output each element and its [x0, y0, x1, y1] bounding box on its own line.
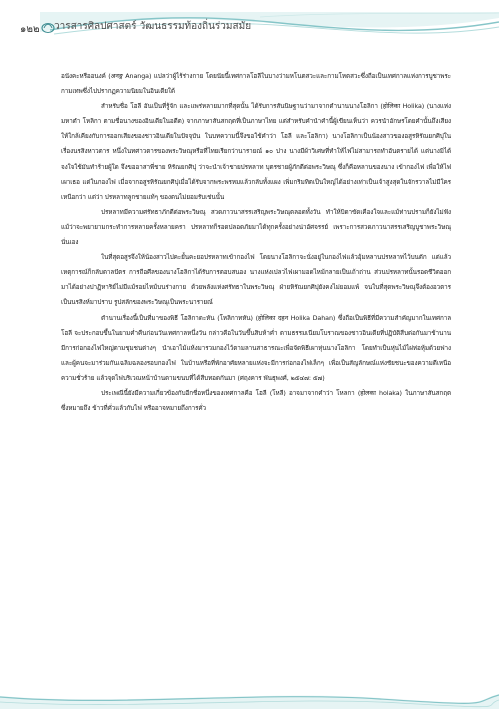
footer-wave-decoration [0, 688, 499, 709]
paragraph: ในที่สุดอสูรจึงให้น้องสาวไปคะยั้นคะยอปรหลาทเข้ากองไฟ โดยนางโฮลิกาจะนั่งอยู่ในกองไฟแล้วอุ้มหลานปรหลาทไว้บนตัก แต่แล้วเหตุการณ์ก็กลับตาลปัตร การถือศีลของนางโฮลิกาได้รับการตอบสนอง นางแห่งเปลวไฟเผามอดไหม้กลายเป็นเถ้าถ่าน ส่วนปรหลาทนั้นรอดชีวิตออกมาได้อย่างปาฏิหาริย์ไม่มีแม้รอยไหม้บนร่างกาย ด้วยพลังแห่งศรัทธาในพระวิษณุ ฝ่ายหิรัณยกศิปุยังคงไม่ยอมแพ้ จนในที่สุดพระวิษณุจึงต้องอวตารเป็นนรสิงห์มาปราบ รูปสลักของพระวิษณุเป็นพระนารายณ์ [61, 254, 451, 307]
paragraph: อนังคะหรืออนงค์ (अनङ्ग Ananga) แปลว่าผู้ไร้ร่างกาย โดยนัยนี้เทศกาลโฮลีในบางว่ามหโนตสวะและกามโหตสวะซึ่งถือเป็นเทศกาลแห่งการบูชาพระกามเทพซึ่งไปปรากฏความนิยมในอินเดียใต้ [61, 73, 451, 96]
journal-emblem-icon [41, 20, 55, 34]
article-body [61, 69, 451, 689]
page-header [0, 0, 499, 44]
paragraph: ประเพณีนี้ยังมีความเกี่ยวข้องกับอีกชื่อหนึ่งของเทศกาลคือ โฮลี (โหลี) อาจมาจากคำว่า โหลกา (होलका holaka) ในภาษาสันสกฤต ซึ่งหมายถึง ข้าวที่คั่วแล้วกับไฟ หรืออาจหมายถึงการคั่ว [61, 389, 451, 413]
paragraph: ตำนานเรื่องนี้เป็นที่มาของพิธี โฮลิกาดะหัน (โหลิกาทหัน) (होलिका दहन Holika Dahan) ซึ่งถือเป็นพิธีที่มีความสำคัญมากในเทศกาลโฮลี จะประกอบขึ้นในยามค่ำคืนก่อนวันเทศกาลหนึ่งวัน กล่าวคือในวันขึ้นสิบห้าค่ำ ตามธรรมเนียมโบราณของชาวอินเดียที่ปฏิบัติสืบต่อกันมาช้านาน มีการก่อกองไฟใหญ่ตามชุมชนต่างๆ นำเอาไม้แห้งมารวมกองไว้ตามลานสาธารณะเพื่อจัดพิธีเผาหุ่นนางโฮลิกา โดยทำเป็นหุ่นไม้ไผ่ห่อหุ้มด้วยฟาง และผู้คนจะมาร่วมกันเฉลิมฉลองรอบกองไฟ ในบ้านหรือที่พักอาศัยหลายแห่งจะมีการก่อกองไฟเล็กๆ เพื่อเป็นสัญลักษณ์แห่งชัยชนะของความดีเหนือความชั่วร้าย แล้วจุดไฟบริเวณหน้าบ้านตามขนบที่ได้สืบทอดกันมา (ศฤงคาร พันธุพงศ์, ๒๕๔๗: ๕๗) [61, 314, 451, 382]
paragraph: ปรหลาทมีความศรัทธาภักดีต่อพระวิษณุ สวดภาวนาสรรเสริญพระวิษณุตลอดทั้งวัน ทำให้บิดาขัดเคืองใจและแม้ท่านปรามก็ยังไม่ฟัง แม้ว่าจะพยายามกระทำการหลายครั้งหลายครา ปรหลาทก็รอดปลอดภัยมาได้ทุกครั้งอย่างน่าอัศจรรย์ เพราะการสวดภาวนาสรรเสริญบูชาพระวิษณุนั่นเอง [61, 208, 451, 247]
page-number: ๑๒๒ [20, 24, 40, 35]
paragraph: สำหรับชื่อ โฮลี อันเป็นที่รู้จัก และแพร่หลายมากที่สุดนั้น ได้รับการสันนิษฐานว่ามาจากตำนานนางโฮลิกา (होलिका Holika) (นางแห่งมหาตำ โหลิกา ตามชื่อนางของอินเดียในอดีต) จากภาษาสันสกฤตที่เป็นภาษาไทย แต่สำหรับคำนำคำนี้ผู้เขียนเห็นว่า ควรนำอักษรโดยคำนั้นถึงเสียงให้ใกล้เคียงกับการออกเสียงของชาวอินเดียในปัจจุบัน ในบทความนี้จึงขอใช้คำว่า โฮลี และโฮลิกา) นางโฮลิกาเป็นน้องสาวของอสูรหิรัณยกศิปุในเรื่องนรสิงหาวตาร หนึ่งในทศาวตารของพระวิษณุหรือที่ไทยเรียกว่านารายณ์ ๑๐ ปาง นางมีผ้าวิเศษที่ทำให้ไฟไม่สามารถทำอันตรายได้ แต่นางมิได้จงใจใช้มันทำร้ายผู้ใด จึงขออาสาพี่ชาย หิรัณยกศิปุ ว่าจะนำเจ้าชายปรหลาท บุตรชายผู้ภักดีต่อพระวิษณุ ซึ่งก็คือหลานของนาง เข้ากองไฟ เพื่อให้ไฟเผาเธอ แต่ในกองไฟ เมื่อจากอสูรหิรัณยกศิปุเมื่อได้รับจากพระพรหมแล้วกลับทั้งแผง เพิ่มกริมทิตเป็นใหญ่ได้อย่างเท่าเป็นเจ้าสูงสุดในจักรวาลไม่มีใครเหนือกว่า แต่ว่า ปรหลาทลูกชายแท้ๆ ของตนไม่ยอมรับเช่นนั้น [61, 103, 451, 201]
journal-title: วารสารศิลปศาสตร์ วัฒนธรรมท้องถิ่นร่วมสมัย [54, 21, 252, 32]
